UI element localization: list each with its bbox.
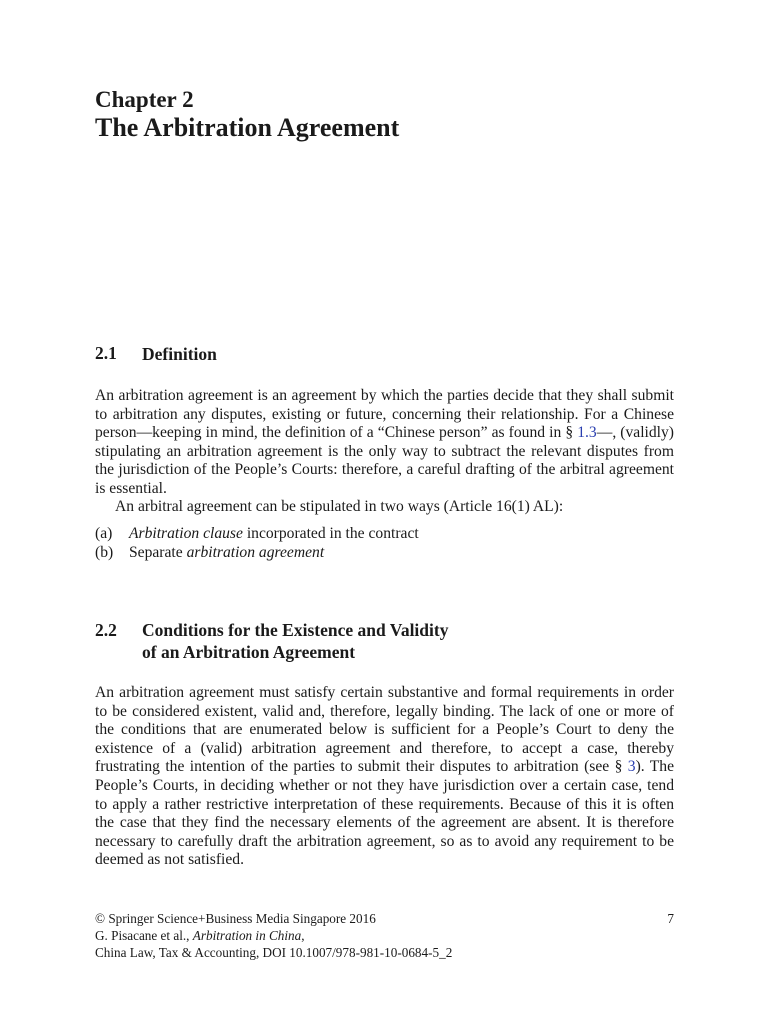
list-marker: (b) [95,543,114,561]
list-marker: (a) [95,525,113,542]
section-title-line: of an Arbitration Agreement [142,642,356,662]
section-title: Definition [142,344,217,364]
section-reference-link[interactable]: 3 [627,758,636,776]
section-number: 2.2 [95,620,117,640]
chapter-label: Chapter 2 [95,87,194,112]
section-reference-link[interactable]: 1.3 [577,424,597,442]
citation-authors: G. Pisacane et al., [95,928,193,943]
list-item [95,544,674,563]
list-item-text: Separate [129,543,187,561]
paragraph-text: An arbitration agreement is an agreement by which the parties decide that they shall submit to arbitration any disputes, existing or future, concerning their relationship. For a Chinese person—keeping in mind, the definition of a “Chinese person” as found in § [95,387,674,442]
citation-punct: , [301,928,305,943]
citation-line [95,927,674,944]
page-footer [95,910,674,961]
ordered-list [95,525,674,562]
citation-book-title: Arbitration in China [192,928,302,943]
list-item-text: incorporated in the contract [242,525,419,542]
list-item [95,525,674,544]
section-title [142,619,448,663]
section-number: 2.1 [95,343,117,363]
page-number: 7 [667,911,674,926]
paragraph-text: An arbitration agreement must satisfy certain substantive and formal requirements in order to be considered existent, valid and, therefore, legally binding. The lack of one or more of the conditions that are enumerated below is sufficient for a People’s Court to deny the existence of a (valid) arbitration agreement and therefore, to accept a case, thereby frustrating the intention of the parties to submit their disputes to arbitration (see § [95,684,674,776]
list-item-italic: arbitration agreement [186,543,325,561]
copyright-line: © Springer Science+Business Media Singapore 2016 [95,911,376,926]
chapter-title: The Arbitration Agreement [95,113,400,142]
section-title-line: Conditions for the Existence and Validity [142,620,449,640]
section-paragraph: An arbitral agreement can be stipulated in two ways (Article 16(1) AL): [115,498,564,515]
section-paragraph [95,387,674,499]
paragraph-text: ). The People’s Courts, in deciding whether or not they have jurisdiction over a certain case, tend to apply a rather restrictive interpretation of these requirements. Because of this it is often the case that they find the necessary elements of the agreement are absent. It is therefore necessary to carefully draft the arbitration agreement, so as to avoid any requirement to be deemed as not satisfied. [95,758,675,869]
section-paragraph [95,684,674,870]
paragraph-text: —, (validly) stipulating an arbitration agreement is the only way to subtract the relevant disputes from the jurisdiction of the People’s Courts: therefore, a careful drafting of the arbitral agreement is essential. [95,424,674,497]
list-item-italic: Arbitration clause [129,525,243,542]
series-doi-line: China Law, Tax & Accounting, DOI 10.1007/978-981-10-0684-5_2 [95,945,453,960]
